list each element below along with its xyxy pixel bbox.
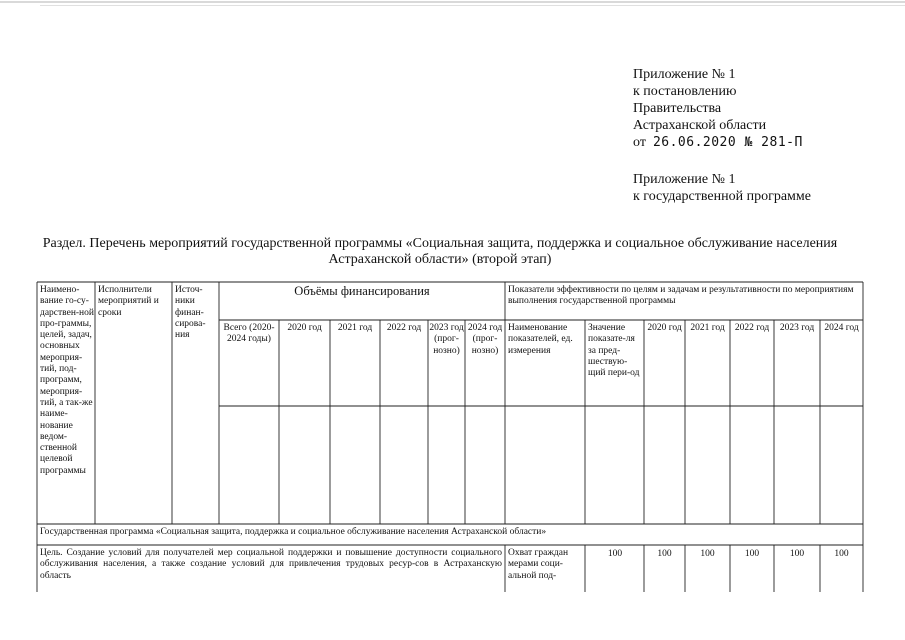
funding-col-2022: 2022 год <box>386 323 422 333</box>
funding-col-2020: 2020 год <box>287 323 322 333</box>
program-row: Государственная программа «Социальная защита, поддержка и социальное обслуживание населения Астраханской области» <box>40 527 547 537</box>
indicator-col-2024: 2024 год <box>824 323 859 333</box>
goal-value-previous: 100 <box>607 549 623 559</box>
goal-text: Цель. Создание условий для получателей мер социальной поддержки и повышение доступности социального обслуживания населения, а также создание условий для привлечения трудовых ресур-сов в Астраханскую область <box>40 548 502 581</box>
col-name-header: Наимено-вание го-су-дарствен-ной про-граммы, целей, задач, основных мероприя-тий, под-программ, мероприя-тий, а так-же наиме-нование ведом-ственной целевой программы <box>40 285 94 476</box>
funding-col-2024: 2024 год (прог-нозно) <box>467 323 503 356</box>
col-source-header: Источ-ники финан-сирова-ния <box>175 285 206 341</box>
funding-header: Объёмы финансирования <box>294 284 430 298</box>
appendix-line-1: Приложение № 1 <box>633 67 736 82</box>
indicators-header: Показатели эффективности по целям и задачам и результативности по мероприятиям выполнения государственной программы <box>508 285 854 307</box>
indicator-col-2021: 2021 год <box>690 323 725 333</box>
appendix-line-2: к постановлению <box>633 84 737 99</box>
goal-value-2020: 100 <box>657 549 672 559</box>
indicator-col-2023: 2023 год <box>779 323 815 333</box>
date-stamp: 26.06.2020 № 281-П <box>652 135 803 150</box>
goal-indicator-name: Охват граждан мерами соци-альной под- <box>508 548 569 581</box>
program-appendix-line-2: к государственной программе <box>633 189 811 204</box>
indicator-col-previous: Значение показате-ля за пред-шествую-щий пери-од <box>588 323 640 379</box>
goal-value-2021: 100 <box>700 549 715 559</box>
date-prefix: от <box>633 135 646 150</box>
indicator-col-name: Наименование показателей, ед. измерения <box>508 323 573 356</box>
indicator-col-2022: 2022 год <box>734 323 770 333</box>
funding-col-total: Всего (2020-2024 годы) <box>223 323 275 345</box>
appendix-line-4: Астраханской области <box>633 118 767 133</box>
section-title: Раздел. Перечень мероприятий государственной программы «Социальная защита, поддержка и социальное обслуживание населения Астраханской области» (второй этап) <box>42 236 838 267</box>
program-appendix-line-1: Приложение № 1 <box>633 172 736 187</box>
goal-value-2023: 100 <box>789 549 805 559</box>
goal-value-2022: 100 <box>744 549 760 559</box>
goal-value-2024: 100 <box>834 549 849 559</box>
funding-col-2023: 2023 год (прог-нозно) <box>429 323 464 356</box>
appendix-line-3: Правительства <box>633 101 722 116</box>
col-executors-header: Исполнители мероприятий и сроки <box>98 285 159 318</box>
indicator-col-2020: 2020 год <box>647 323 682 333</box>
funding-col-2021: 2021 год <box>337 323 373 333</box>
